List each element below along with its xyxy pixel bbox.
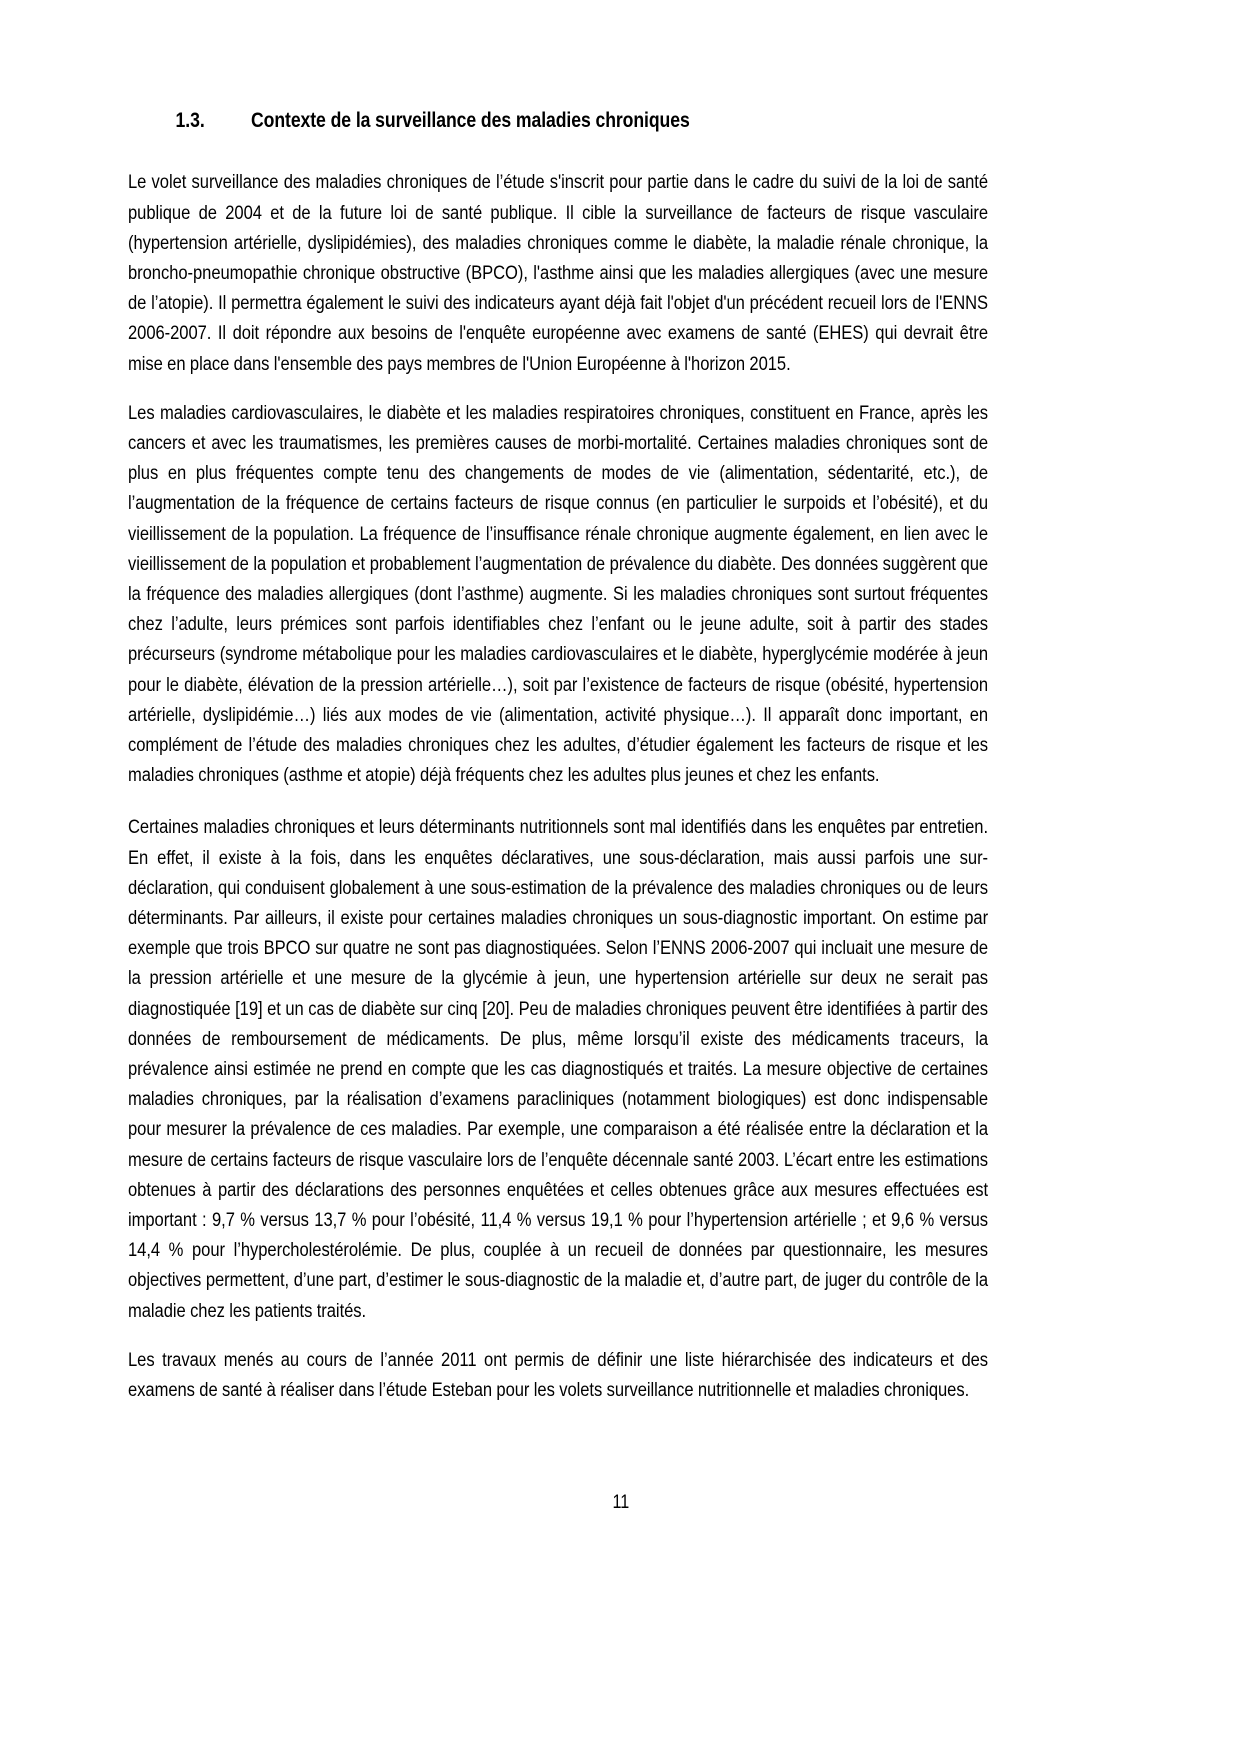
body-paragraph-2: Les maladies cardiovasculaires, le diabète et les maladies respiratoires chroniques, constituent en France, après les cancers et avec les traumatismes, les premières causes de morbi-mortalité. Certaines maladies chroniques sont de plus en plus fréquentes compte tenu des changements de modes de vie (alimentation, sédentarité, etc.), de l’augmentation de la fréquence de certains facteurs de risque connus (en particulier le surpoids et l’obésité), et du vieillissement de la population. La fréquence de l’insuffisance rénale chronique augmente également, en lien avec le vieillissement de la population et probablement l’augmentation de prévalence du diabète. Des données suggèrent que la fréquence des maladies allergiques (dont l’asthme) augmente. Si les maladies chroniques sont surtout fréquentes chez l’adulte, leurs prémices sont parfois identifiables chez l’enfant ou le jeune adulte, soit à partir des stades précurseurs (syndrome métabolique pour les maladies cardiovasculaires et le diabète, hyperglycémie modérée à jeun pour le diabète, élévation de la pression artérielle…), soit par l’existence de facteurs de risque (obésité, hypertension artérielle, dyslipidémie…) liés aux modes de vie (alimentation, activité physique…). Il apparaît donc important, en complément de l’étude des maladies chroniques chez les adultes, d’étudier également les facteurs de risque et les maladies chroniques (asthme et atopie) déjà fréquents chez les adultes plus jeunes et chez les enfants. <box>128 401 989 787</box>
section-title: Contexte de la surveillance des maladies chroniques <box>251 108 690 132</box>
page-content <box>128 108 988 1405</box>
page-number <box>0 1492 1241 1514</box>
section-heading <box>128 108 1036 133</box>
body-paragraph-1: Le volet surveillance des maladies chroniques de l’étude s'inscrit pour partie dans le cadre du suivi de la loi de santé publique de 2004 et de la future loi de santé publique. Il cible la surveillance de facteurs de risque vasculaire (hypertension artérielle, dyslipidémies), des maladies chroniques comme le diabète, la maladie rénale chronique, la broncho-pneumopathie chronique obstructive (BPCO), l'asthme ainsi que les maladies allergiques (avec une mesure de l’atopie). Il permettra également le suivi des indicateurs ayant déjà fait l'objet d'un précédent recueil lors de l'ENNS 2006-2007. Il doit répondre aux besoins de l'enquête européenne avec examens de santé (EHES) qui devrait être mise en place dans l'ensemble des pays membres de l'Union Européenne à l'horizon 2015. <box>128 171 989 375</box>
body-paragraph-4: Les travaux menés au cours de l’année 2011 ont permis de définir une liste hiérarchisée des indicateurs et des examens de santé à réaliser dans l’étude Esteban pour les volets surveillance nutritionnelle et maladies chroniques. <box>128 1348 989 1402</box>
section-number: 1.3. <box>175 108 205 132</box>
page-number-value: 11 <box>612 1492 629 1513</box>
body-paragraph-3: Certaines maladies chroniques et leurs déterminants nutritionnels sont mal identifiés dans les enquêtes par entretien. En effet, il existe à la fois, dans les enquêtes déclaratives, une sous-déclaration, mais aussi parfois une sur-déclaration, qui conduisent globalement à une sous-estimation de la prévalence des maladies chroniques ou de leurs déterminants. Par ailleurs, il existe pour certaines maladies chroniques un sous-diagnostic important. On estime par exemple que trois BPCO sur quatre ne sont pas diagnostiquées. Selon l’ENNS 2006-2007 qui incluait une mesure de la pression artérielle et une mesure de la glycémie à jeun, une hypertension artérielle sur deux ne serait pas diagnostiquée [19] et un cas de diabète sur cinq [20]. Peu de maladies chroniques peuvent être identifiées à partir des données de remboursement de médicaments. De plus, même lorsqu’il existe des médicaments traceurs, la prévalence ainsi estimée ne prend en compte que les cas diagnostiqués et traités. La mesure objective de certaines maladies chroniques, par la réalisation d’examens paracliniques (notamment biologiques) est donc indispensable pour mesurer la prévalence de ces maladies. Par exemple, une comparaison a été réalisée entre la déclaration et la mesure de certains facteurs de risque vasculaire lors de l’enquête décennale santé 2003. L’écart entre les estimations obtenues à partir des déclarations des personnes enquêtées et celles obtenues grâce aux mesures effectuées est important : 9,7 % versus 13,7 % pour l’obésité, 11,4 % versus 19,1 % pour l’hypertension artérielle ; et 9,6 % versus 14,4 % pour l’hypercholestérolémie. De plus, couplée à un recueil de données par questionnaire, les mesures objectives permettent, d’une part, d’estimer le sous-diagnostic de la maladie et, d’autre part, de juger du contrôle de la maladie chez les patients traités. <box>128 816 989 1322</box>
